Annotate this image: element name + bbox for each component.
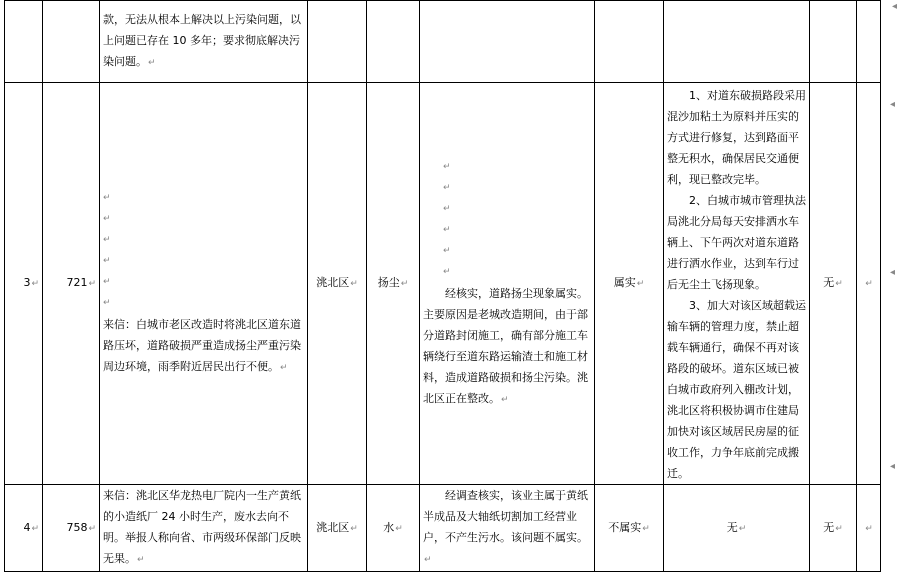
description-text: 款，无法从根本上解决以上污染问题，以上问题已存在 10 多年；要求彻底解决污染问题。 [103,13,301,68]
paragraph-mark-icon: ↵ [443,266,451,277]
paragraph-mark-icon: ↵ [103,277,111,287]
cell-description [100,1,308,83]
cell-verification [420,485,595,572]
cell-id [43,1,100,83]
paragraph-mark-icon: ↵ [443,245,451,256]
paragraph-mark-icon: ↵ [501,394,509,405]
cell-handling [664,1,810,83]
cell-accountability: 无↵ [810,485,857,572]
paragraph-mark-icon: ↵ [103,214,111,224]
paragraph-mark-icon: ↵ [103,193,111,203]
description-text: 来信：白城市老区改造时将洮北区道东道路压坏，道路破损严重造成扬尘严重污染周边环境，雨季附近居民出行不便。 [103,318,301,373]
cell-verification [420,1,595,83]
cell-description [100,83,308,485]
paragraph-mark-icon: ↵ [642,523,650,534]
cell-status [595,1,664,83]
paragraph-mark-icon: ↵ [865,523,873,534]
paragraph-mark-icon: ↵ [280,363,288,373]
row-end-mark: ◂ [890,461,896,472]
paragraph-mark-icon: ↵ [103,235,111,245]
row-end-mark: ◂ [890,99,896,110]
paragraph-mark-icon: ↵ [865,279,873,289]
cell-trailing [857,83,881,485]
cell-district: 洮北区↵ [308,83,367,485]
cell-status: 属实↵ [595,83,664,485]
cell-handling: 无↵ [664,485,810,572]
cell-type: 水↵ [367,485,420,572]
paragraph-mark-icon: ↵ [835,279,843,289]
paragraph-mark-icon: ↵ [137,555,145,565]
table-row [5,83,881,485]
paragraph-mark-icon: ↵ [395,523,403,534]
paragraph-mark-icon: ↵ [400,279,409,289]
verification-text: 经调查核实，该业主属于黄纸半成品及大轴纸切割加工经营业户，不产生污水。该问题不属实。 [423,489,588,544]
table-row-continuation [5,1,881,83]
cell-verification [420,83,595,485]
paragraph-mark-icon: ↵ [31,279,39,289]
paragraph-mark-icon: ↵ [31,523,39,534]
page-corner-mark-top: ◂ [892,1,898,12]
paragraph-mark-icon: ↵ [443,224,451,235]
cell-district [308,1,367,83]
cell-district: 洮北区↵ [308,485,367,572]
cell-id: 758↵ [43,485,100,572]
cell-id: 721↵ [43,83,100,485]
paragraph-mark-icon: ↵ [148,58,156,68]
paragraph-mark-icon: ↵ [835,523,843,534]
row-end-mark: ◂ [890,267,896,278]
cell-index: 3↵ [5,83,43,485]
complaint-table [4,0,881,572]
cell-accountability: 无↵ [810,83,857,485]
cell-type: 扬尘↵ [367,83,420,485]
cell-type [367,1,420,83]
paragraph-mark-icon: ↵ [88,523,96,534]
paragraph-mark-icon: ↵ [103,256,111,266]
description-text: 来信：洮北区华龙热电厂院内一生产黄纸的小造纸厂 24 小时生产，废水去向不明。举报人称向省、市两级环保部门反映无果。 [103,489,301,565]
paragraph-mark-icon: ↵ [443,182,451,193]
handling-item-text: 1、对道东破损路段采用混沙加粘土为原料并压实的方式进行修复，达到路面平整无积水，确保居民交通便利，现已整改完毕。 [667,89,806,186]
paragraph-mark-icon: ↵ [88,279,96,289]
verification-text: 经核实，道路扬尘现象属实。主要原因是老城改造期间，由于部分道路封闭施工，确有部分施工车辆绕行至道东路运输渣土和施工材料，造成道路破损和扬尘污染。洮北区正在整改。 [423,286,588,405]
paragraph-mark-icon: ↵ [350,523,358,534]
handling-item-text: 3、加大对该区域超载运输车辆的管理力度，禁止超载车辆通行，确保不再对该路段的破坏。道东区域已被白城市政府列入棚改计划，洮北区将积极协调市住建局加快对该区域居民房屋的征收工作，力争年底前完成搬迁。 [667,299,806,480]
paragraph-mark-icon: ↵ [103,298,111,308]
paragraph-mark-icon: ↵ [636,279,645,289]
cell-description [100,485,308,572]
cell-trailing [857,1,881,83]
cell-status: 不属实↵ [595,485,664,572]
cell-accountability [810,1,857,83]
cell-handling [664,83,810,485]
cell-index: 4↵ [5,485,43,572]
paragraph-mark-icon: ↵ [424,555,432,565]
paragraph-mark-icon: ↵ [443,203,451,214]
paragraph-mark-icon: ↵ [443,161,451,172]
cell-trailing [857,485,881,572]
paragraph-mark-icon: ↵ [350,279,358,289]
cell-index [5,1,43,83]
paragraph-mark-icon: ↵ [738,523,747,534]
table-row [5,485,881,572]
handling-item-text: 2、白城市城市管理执法局洮北分局每天安排洒水车辆上、下午两次对道东道路进行洒水作业，达到车行过后无尘土飞扬现象。 [667,194,806,291]
